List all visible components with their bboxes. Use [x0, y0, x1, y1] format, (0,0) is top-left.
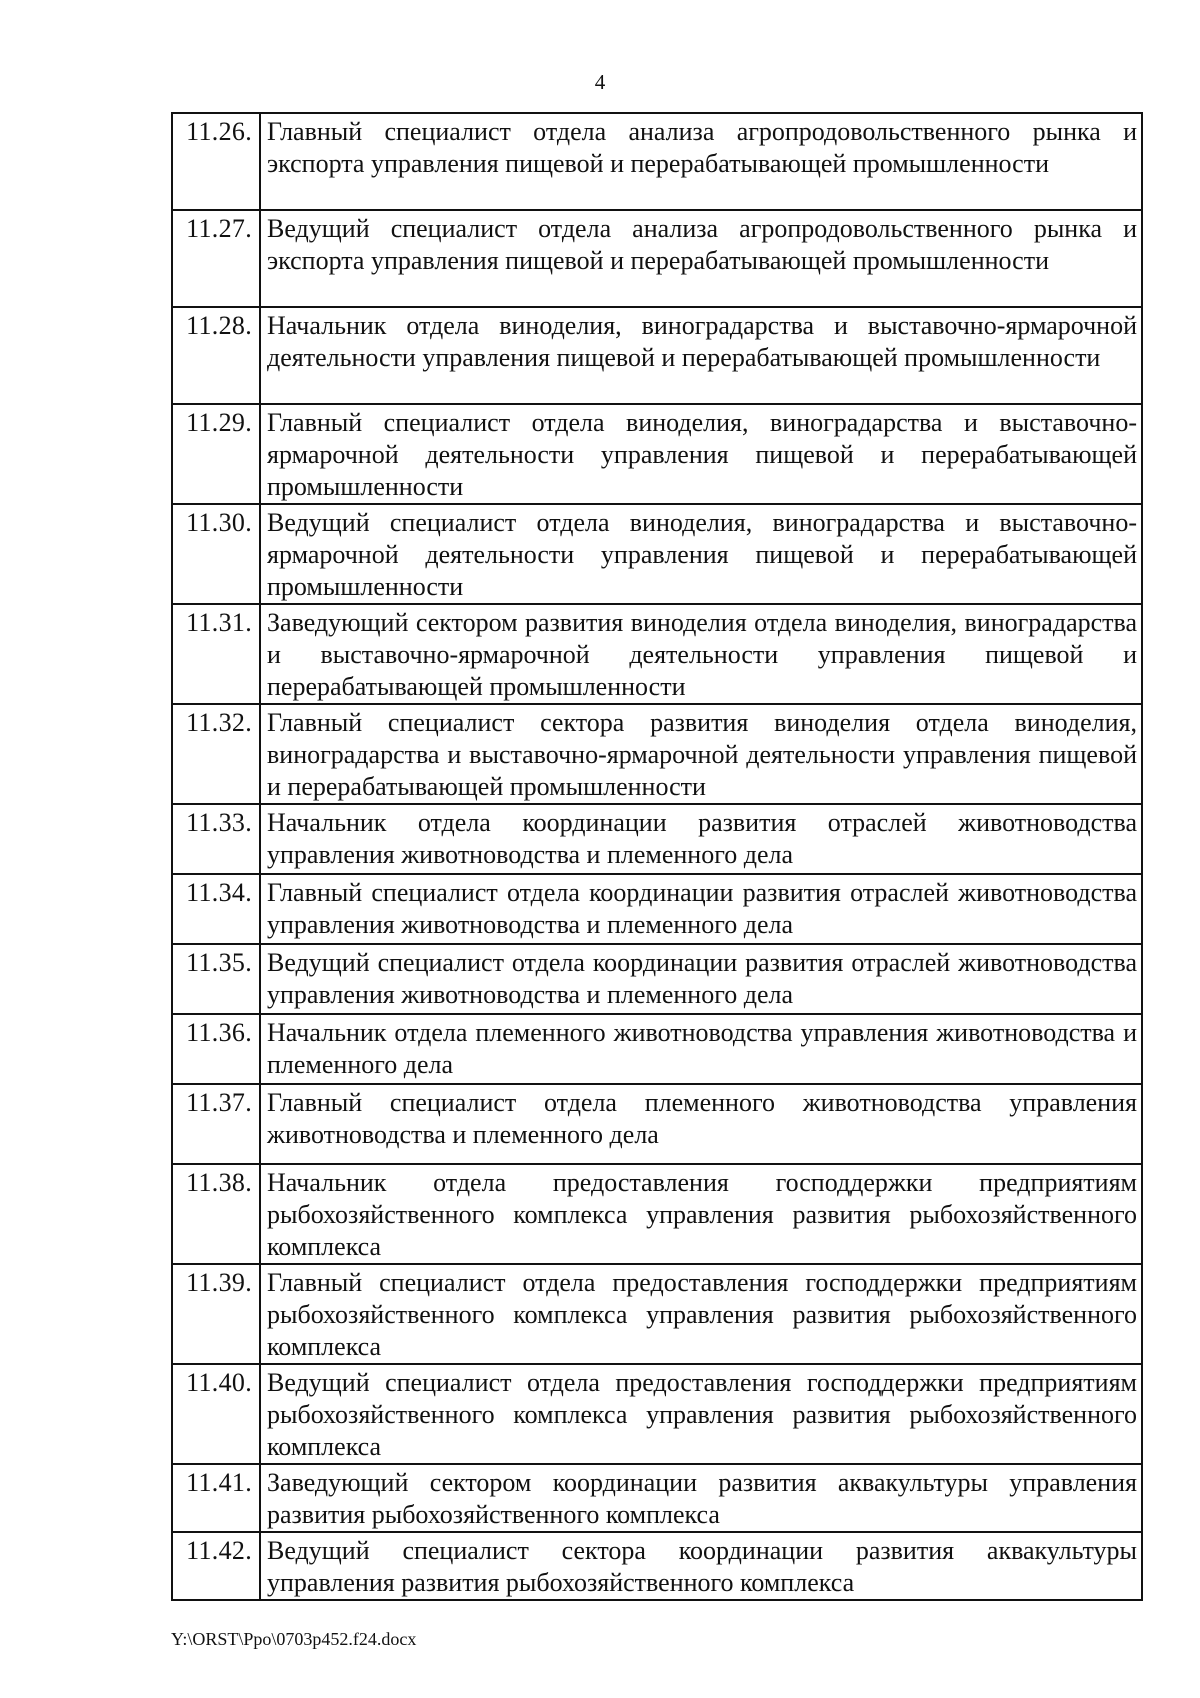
row-number: 11.35. — [172, 944, 260, 1014]
row-number: 11.39. — [172, 1264, 260, 1364]
table-row — [172, 404, 1142, 504]
row-number: 11.29. — [172, 404, 260, 504]
row-number: 11.31. — [172, 604, 260, 704]
row-text: Главный специалист отдела племенного животноводства управления животноводства и племенного дела — [260, 1084, 1142, 1164]
table-row — [172, 874, 1142, 944]
row-number: 11.42. — [172, 1532, 260, 1600]
table-row — [172, 604, 1142, 704]
row-text: Заведующий сектором развития виноделия отдела виноделия, виноградарства и выставочно-ярмарочной деятельности управления пищевой и перерабатывающей промышленности — [260, 604, 1142, 704]
table-row — [172, 210, 1142, 307]
row-text: Начальник отдела предоставления господдержки предприятиям рыбохозяйственного комплекса управления развития рыбохозяйственного комплекса — [260, 1164, 1142, 1264]
row-text: Главный специалист отдела виноделия, виноградарства и выставочно-ярмарочной деятельности управления пищевой и перерабатывающей промышленности — [260, 404, 1142, 504]
row-number: 11.30. — [172, 504, 260, 604]
row-number: 11.28. — [172, 307, 260, 404]
row-number: 11.27. — [172, 210, 260, 307]
table-row — [172, 704, 1142, 804]
row-number: 11.33. — [172, 804, 260, 874]
table-row — [172, 1532, 1142, 1600]
page-number: 4 — [594, 70, 606, 94]
row-text: Заведующий сектором координации развития аквакультуры управления развития рыбохозяйственного комплекса — [260, 1464, 1142, 1532]
footer-file-path: Y:\ORST\Ppo\0703p452.f24.docx — [171, 1629, 417, 1649]
row-text: Ведущий специалист отдела координации развития отраслей животноводства управления животноводства и племенного дела — [260, 944, 1142, 1014]
table-row — [172, 1084, 1142, 1164]
row-text: Ведущий специалист сектора координации развития аквакультуры управления развития рыбохозяйственного комплекса — [260, 1532, 1142, 1600]
positions-table — [171, 112, 1143, 1601]
row-number: 11.40. — [172, 1364, 260, 1464]
row-text: Начальник отдела виноделия, виноградарства и выставочно-ярмарочной деятельности управления пищевой и перерабатывающей промышленности — [260, 307, 1142, 404]
row-text: Главный специалист отдела анализа агропродовольственного рынка и экспорта управления пищевой и перерабатывающей промышленности — [260, 113, 1142, 210]
row-number: 11.37. — [172, 1084, 260, 1164]
row-text: Ведущий специалист отдела предоставления господдержки предприятиям рыбохозяйственного комплекса управления развития рыбохозяйственного комплекса — [260, 1364, 1142, 1464]
table-row — [172, 307, 1142, 404]
row-number: 11.41. — [172, 1464, 260, 1532]
row-text: Главный специалист сектора развития виноделия отдела виноделия, виноградарства и выставочно-ярмарочной деятельности управления пищевой и перерабатывающей промышленности — [260, 704, 1142, 804]
table-row — [172, 1464, 1142, 1532]
table-row — [172, 504, 1142, 604]
table-row — [172, 804, 1142, 874]
row-text: Главный специалист отдела предоставления господдержки предприятиям рыбохозяйственного комплекса управления развития рыбохозяйственного комплекса — [260, 1264, 1142, 1364]
row-text: Ведущий специалист отдела виноделия, виноградарства и выставочно-ярмарочной деятельности управления пищевой и перерабатывающей промышленности — [260, 504, 1142, 604]
row-text: Ведущий специалист отдела анализа агропродовольственного рынка и экспорта управления пищевой и перерабатывающей промышленности — [260, 210, 1142, 307]
row-text: Главный специалист отдела координации развития отраслей животноводства управления животноводства и племенного дела — [260, 874, 1142, 944]
row-number: 11.38. — [172, 1164, 260, 1264]
table-row — [172, 1014, 1142, 1084]
row-text: Начальник отдела координации развития отраслей животноводства управления животноводства и племенного дела — [260, 804, 1142, 874]
table-row — [172, 944, 1142, 1014]
row-number: 11.32. — [172, 704, 260, 804]
table-row — [172, 1164, 1142, 1264]
table-row — [172, 113, 1142, 210]
row-number: 11.36. — [172, 1014, 260, 1084]
row-number: 11.34. — [172, 874, 260, 944]
row-number: 11.26. — [172, 113, 260, 210]
table-row — [172, 1364, 1142, 1464]
table-row — [172, 1264, 1142, 1364]
row-text: Начальник отдела племенного животноводства управления животноводства и племенного дела — [260, 1014, 1142, 1084]
